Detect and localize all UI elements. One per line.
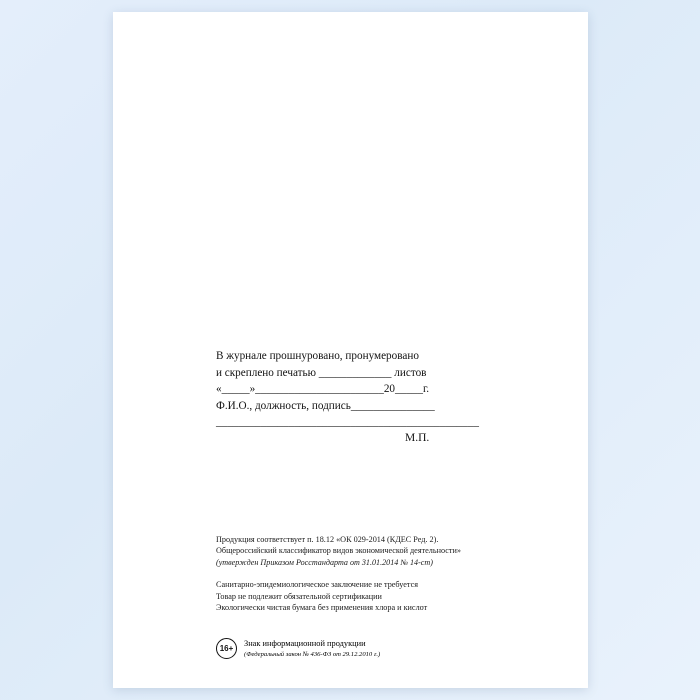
signature-line-4: Ф.И.О., должность, подпись_______________ — [216, 399, 435, 412]
age-rating-badge-icon: 16+ — [216, 638, 237, 659]
age-rating-subtitle: (Федеральный закон № 436-ФЗ от 29.12.2010 г.) — [244, 651, 381, 658]
document-page — [113, 12, 588, 688]
age-rating-text — [244, 637, 380, 659]
legal-paper-note: Экологически чистая бумага без применения хлора и кислот — [216, 603, 428, 613]
legal-sanitary-note: Санитарно-эпидемиологическое заключение не требуется — [216, 580, 418, 590]
legal-notice-block — [216, 534, 561, 613]
signature-line-3: «_____»_______________________20_____г. — [216, 383, 430, 395]
legal-certification-note: Товар не подлежит обязательной сертификации — [216, 591, 382, 601]
stamp-place-label: М.П. — [405, 432, 430, 444]
signature-line-2: и скреплено печатью _____________ листов — [216, 366, 427, 379]
age-rating-title: Знак информационной продукции — [244, 639, 366, 648]
signature-block — [216, 348, 546, 431]
legal-product-line-1: Продукция соответствует п. 18.12 «ОК 029-2014 (КДЕС Ред. 2). — [216, 535, 439, 544]
signature-line-5: _______________________________________________ — [216, 416, 479, 428]
legal-separator — [216, 568, 561, 579]
signature-line-1: В журнале прошнуровано, пронумеровано — [216, 350, 419, 362]
legal-product-line-2: Общероссийский классификатор видов экономической деятельности» — [216, 546, 461, 556]
age-rating-mark — [216, 637, 380, 659]
legal-product-line-3: (утвержден Приказом Росстандарта от 31.01.2014 № 14-ст) — [216, 557, 433, 567]
